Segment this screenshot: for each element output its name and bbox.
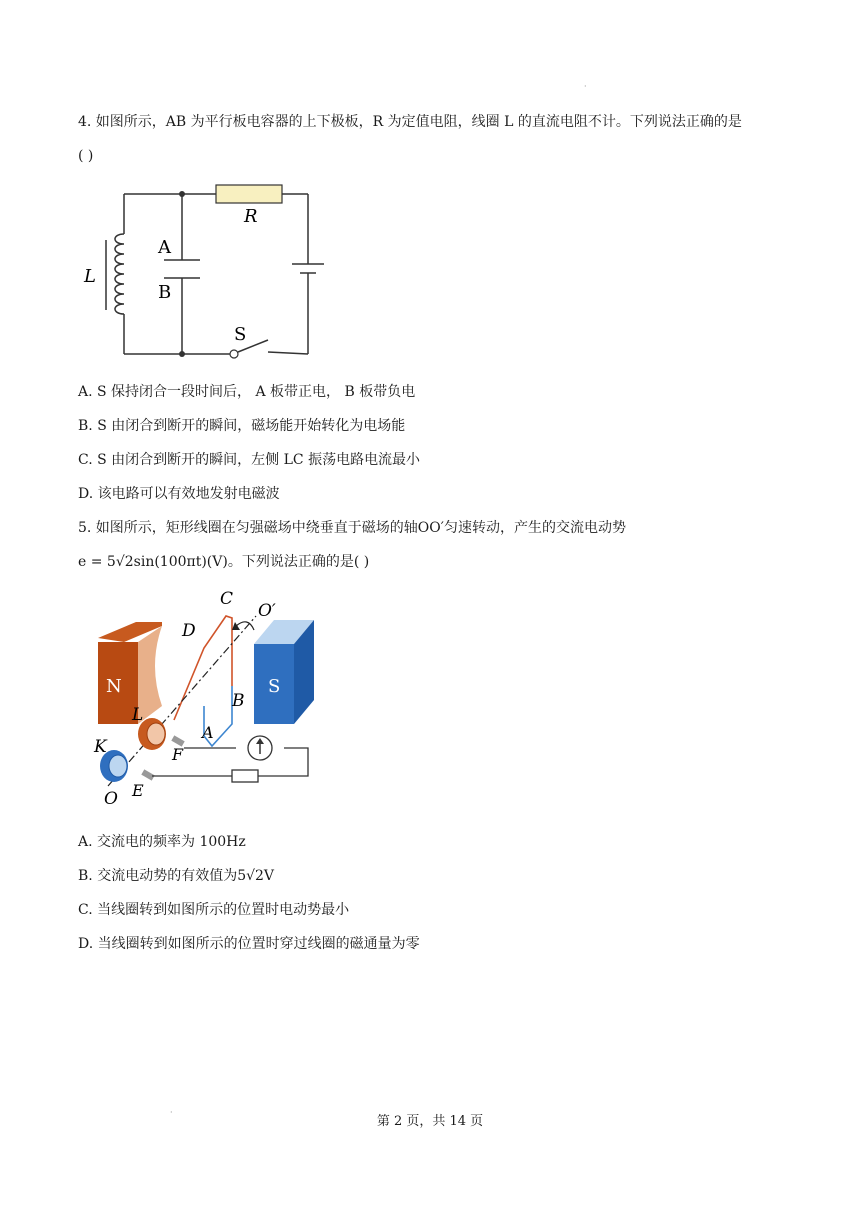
label-O-prime: O′ [258,601,276,621]
label-D: D [182,621,196,641]
label-L: L [132,705,144,725]
q5-stem-line2: e = 5√2sin(100πt)(V)。下列说法正确的是( ) [78,554,370,570]
q5-option-d: D. 当线圈转到如图所示的位置时穿过线圈的磁通量为零 [78,936,420,952]
scan-dot: · [584,82,587,91]
scan-dot: · [170,1108,173,1117]
label-S: S [234,324,247,345]
q5-option-c: C. 当线圈转到如图所示的位置时电动势最小 [78,902,350,918]
label-E: E [132,781,144,800]
label-O: O [104,789,118,809]
q4-option-b: B. S 由闭合到断开的瞬间，磁场能开始转化为电场能 [78,418,406,434]
q5-option-a: A. 交流电的频率为 100Hz [78,834,246,850]
q4-option-a: A. S 保持闭合一段时间后， A 板带正电， B 板带负电 [78,384,416,400]
q5-option-b: B. 交流电动势的有效值为5√2V [78,868,275,884]
label-K: K [94,737,107,757]
q4-option-d: D. 该电路可以有效地发射电磁波 [78,486,280,502]
label-N: N [106,676,122,697]
q4-stem-line2: ( ) [78,148,94,164]
label-C: C [220,589,234,609]
label-B: B [232,691,245,711]
q4-option-c: C. S 由闭合到断开的瞬间，左侧 LC 振荡电路电流最小 [78,452,421,468]
label-F: F [172,745,184,764]
q5-generator-diagram [86,586,326,810]
q5-stem-line1: 5. 如图所示，矩形线圈在匀强磁场中绕垂直于磁场的轴OO′匀速转动，产生的交流电动势 [78,520,626,536]
label-A: A [158,237,171,258]
q4-stem-line1: 4. 如图所示，AB 为平行板电容器的上下极板，R 为定值电阻，线圈 L 的直流电阻不计。下列说法正确的是 [78,114,742,130]
label-S-magnet: S [268,676,281,697]
label-R: R [244,206,258,227]
load-resistor [232,770,258,782]
page-footer: 第 2 页，共 14 页 [376,1114,484,1129]
label-A: A [202,723,214,742]
resistor-R [216,185,282,203]
switch-contact [230,350,238,358]
label-B: B [158,282,172,303]
label-L: L [84,266,96,287]
q4-circuit-diagram [78,180,338,370]
